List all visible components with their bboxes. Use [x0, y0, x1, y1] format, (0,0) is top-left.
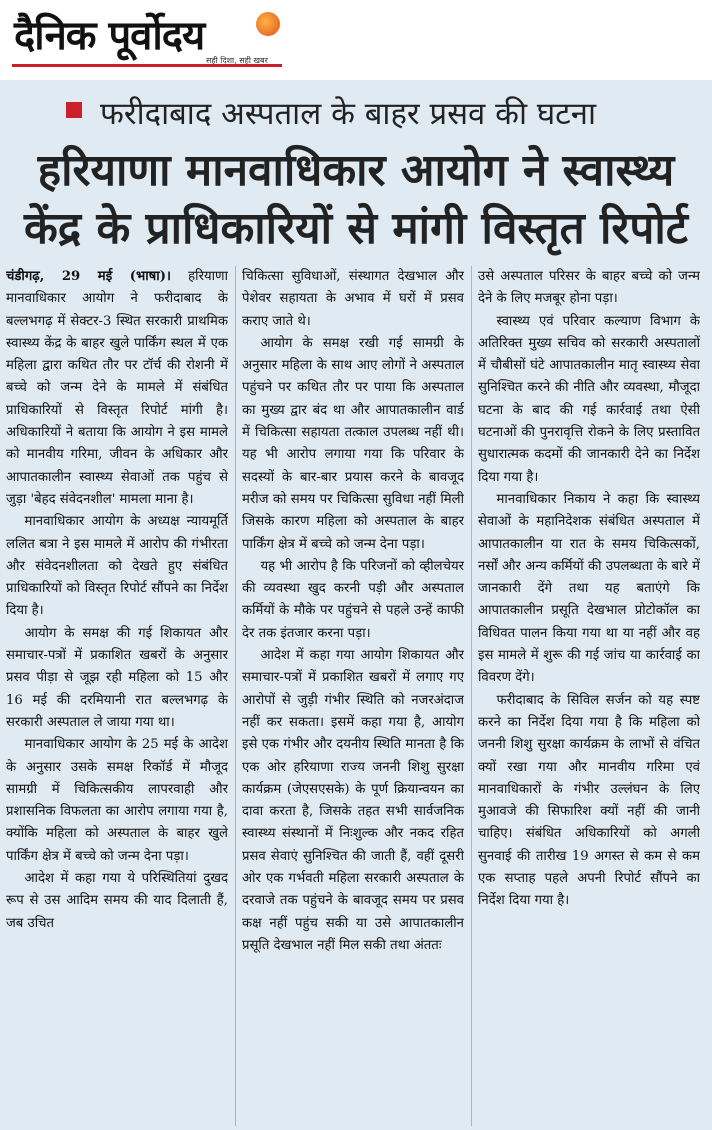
dateline: चंडीगढ़, 29 मई (भाषा)।	[6, 269, 171, 284]
news-story	[0, 80, 712, 1130]
logo-sun-icon	[256, 12, 280, 36]
paragraph: चिकित्सा सुविधाओं, संस्थागत देखभाल और पेशेवर सहायता के अभाव में घरों में प्रसव कराए जाते थे।	[242, 269, 464, 329]
headline: हरियाणा मानवाधिकार आयोग ने स्वास्थ्य केंद्र के प्राधिकारियों से मांगी विस्तृत रिपोर्ट	[24, 145, 688, 254]
paragraph-text: हरियाणा मानवाधिकार आयोग ने फरीदाबाद के बल्लभगढ़ में सेक्टर-3 स्थित सरकारी प्राथमिक स्वास्थ्य केंद्र के बाहर खुले पार्किंग स्थल में एक महिला द्वारा कथित तौर पर टॉर्च की रोशनी में बच्चे को जन्म देने के मामले में संबंधित प्राधिकारियों से विस्तृत रिपोर्ट मांगी है। अधिकारियों ने बताया कि आयोग ने इस मामले को मानवीय गरिमा, जीवन के अधिकार और आपातकालीन स्वास्थ्य सेवाओं तक पहुंच से जुड़ा 'बेहद संवेदनशील' मामला माना है।	[6, 269, 228, 507]
article-columns	[6, 266, 706, 1126]
paragraph: मानवाधिकार आयोग के अध्यक्ष न्यायमूर्ति ललित बत्रा ने इस मामले में आरोप की गंभीरता और संवेदनशीलता को देखते हुए संबंधित प्राधिकारियों को विस्तृत रिपोर्ट सौंपने का निर्देश दिया है।	[6, 514, 228, 619]
masthead-tagline: सही दिशा, सही खबर	[206, 56, 268, 65]
column-2	[242, 266, 464, 1126]
paragraph: उसे अस्पताल परिसर के बाहर बच्चे को जन्म देने के लिए मजबूर होना पड़ा।	[478, 269, 700, 307]
column-divider	[471, 266, 472, 1126]
kicker: फरीदाबाद अस्पताल के बाहर प्रसव की घटना	[100, 96, 597, 132]
paragraph: स्वास्थ्य एवं परिवार कल्याण विभाग के अतिरिक्त मुख्य सचिव को सरकारी अस्पतालों में चौबीसों घंटे आपातकालीन मातृ स्वास्थ्य सेवा सुनिश्चित करने की नीति और व्यवस्था, मौजूदा घटना के बाद की गई कार्रवाई तथा ऐसी घटनाओं की पुनरावृत्ति रोकने के लिए प्रस्तावित सुधारात्मक कदमों की जानकारी देने का निर्देश दिया गया है।	[478, 313, 700, 485]
paragraph: मानवाधिकार आयोग के 25 मई के आदेश के अनुसार उसके समक्ष रिकॉर्ड में मौजूद सामग्री में चिकित्सकीय लापरवाही और प्रशासनिक विफलता का आरोप लगाया गया है, क्योंकि महिला को अस्पताल के बाहर खुले पार्किंग क्षेत्र में बच्चे को जन्म देना पड़ा।	[6, 737, 228, 864]
paragraph	[6, 266, 228, 511]
paragraph: फरीदाबाद के सिविल सर्जन को यह स्पष्ट करने का निर्देश दिया गया है कि महिला को जननी शिशु सुरक्षा कार्यक्रम के लाभों से वंचित क्यों रखा गया और मानवीय गरिमा एवं मानवाधिकारों के गंभीर उल्लंघन के लिए मुआवजे की सिफारिश क्यों नहीं की जानी चाहिए। संबंधित अधिकारियों को अगली सुनवाई की तारीख 19 अगस्त से कम से कम एक सप्ताह पहले अपनी रिपोर्ट सौंपने का निर्देश दिया गया है।	[478, 692, 700, 909]
column-1	[6, 266, 228, 1126]
kicker-square-icon	[66, 102, 82, 118]
paragraph: मानवाधिकार निकाय ने कहा कि स्वास्थ्य सेवाओं के महानिदेशक संबंधित अस्पताल में आपातकालीन या रात के समय चिकित्सकों, नर्सों और अन्य कर्मियों की उपलब्धता के बारे में जानकारी देंगे तथा यह बताएंगे कि आपातकालीन प्रसूति देखभाल प्रोटोकॉल का विधिवत पालन किया गया था या नहीं और वह इस मामले में शुरू की गई जांच या कार्रवाई का विवरण देंगे।	[478, 491, 700, 686]
masthead	[0, 0, 712, 80]
paragraph: आदेश में कहा गया आयोग शिकायत और समाचार-पत्रों में प्रकाशित खबरों में लगाए गए आरोपों से जुड़ी गंभीर स्थिति को नजरअंदाज नहीं कर सकता। इसमें कहा गया है, आयोग इसे एक गंभीर और दयनीय स्थिति मानता है कि एक ओर हरियाणा राज्य जननी शिशु सुरक्षा कार्यक्रम (जेएसएसके) के पूर्ण क्रियान्वयन का दावा करता है, जिसके तहत सभी सार्वजनिक स्वास्थ्य संस्थानों में निःशुल्क और नकद रहित प्रसव सेवाएं सुनिश्चित की जाती हैं, वहीं दूसरी ओर एक गर्भवती महिला सरकारी अस्पताल के दरवाजे तक पहुंचने के बावजूद समय पर प्रसव कक्ष नहीं पहुंच सकी या उसे आपातकालीन प्रसूति देखभाल नहीं मिल सकी तथा अंततः	[242, 648, 464, 953]
paragraph: आयोग के समक्ष रखी गई सामग्री के अनुसार महिला के साथ आए लोगों ने अस्पताल पहुंचने पर कथित तौर पर पाया कि अस्पताल का मुख्य द्वार बंद था और आपातकालीन वार्ड में चिकित्सा सहायता तत्काल उपलब्ध नहीं थी। यह भी आरोप लगाया गया कि परिवार के सदस्यों के बार-बार प्रयास करने के बावजूद मरीज को समय पर चिकित्सा सुविधा नहीं मिली जिसके कारण महिला को अस्पताल के बाहर पार्किंग क्षेत्र में बच्चे को जन्म देना पड़ा।	[242, 335, 464, 552]
newspaper-logo: दैनिक पूर्वोदय	[14, 13, 205, 59]
paragraph: आयोग के समक्ष की गई शिकायत और समाचार-पत्रों में प्रकाशित खबरों के अनुसार प्रसव पीड़ा से जूझ रही महिला को 15 और 16 मई की दरमियानी रात बल्लभगढ़ के सरकारी अस्पताल ले जाया गया था।	[6, 625, 228, 730]
column-3	[478, 266, 700, 1126]
paragraph: आदेश में कहा गया ये परिस्थितियां दुखद रूप से उस आदिम समय की याद दिलाती हैं, जब उचित	[6, 871, 228, 931]
paragraph: यह भी आरोप है कि परिजनों को व्हीलचेयर की व्यवस्था खुद करनी पड़ी और अस्पताल कर्मियों के मौके पर पहुंचने से पहले उन्हें काफी देर तक इंतजार करना पड़ा।	[242, 558, 464, 641]
column-divider	[235, 266, 236, 1126]
